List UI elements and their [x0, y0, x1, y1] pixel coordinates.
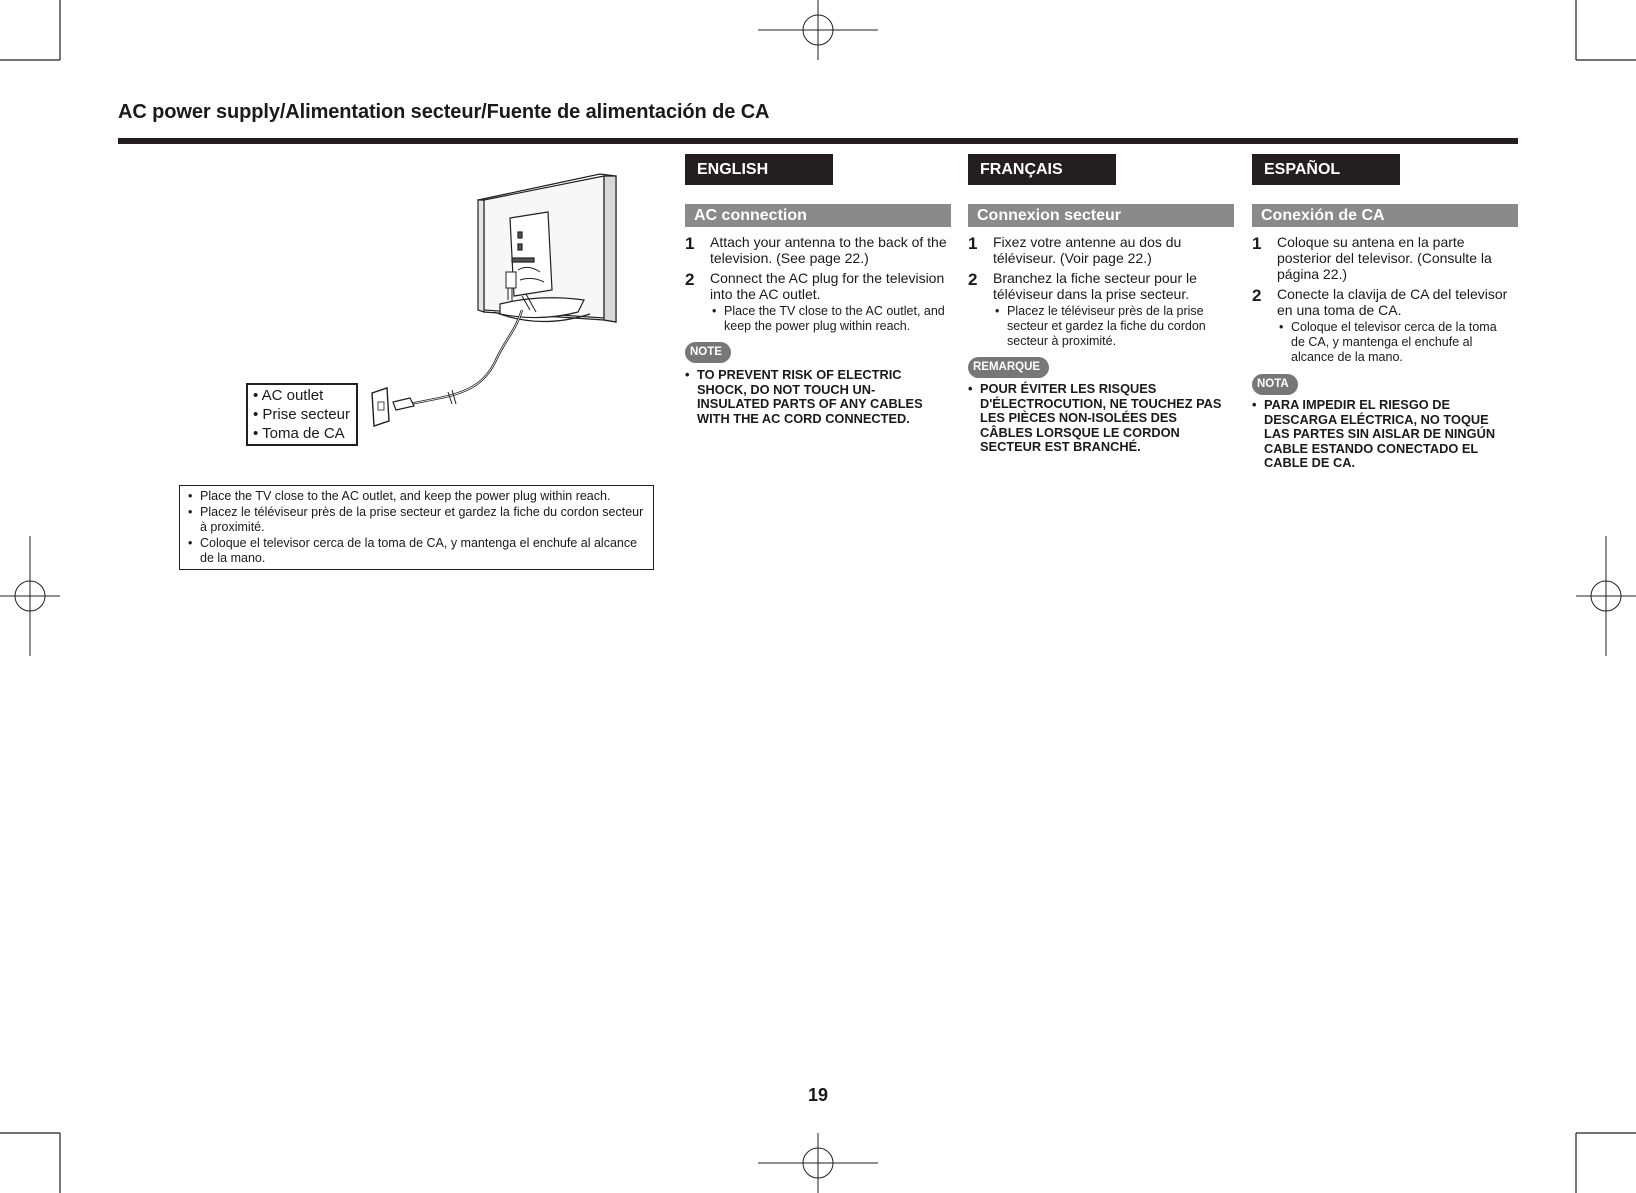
outlet-label-fr: • Prise secteur: [253, 406, 350, 423]
section-ac-connection: AC connection: [685, 204, 951, 227]
francais-warning: • POUR ÉVITER LES RISQUES D'ÉLECTROCUTION, NE TOUCHEZ PAS LES PIÈCES NON-ISOLÉES DES CÂBLES LORSQUE LE CORDON SECTEUR EST BRANCHÉ.: [968, 381, 1222, 454]
section-connexion-secteur: Connexion secteur: [968, 204, 1234, 227]
tab-english: ENGLISH: [685, 154, 833, 185]
placement-note-box: [179, 485, 654, 570]
title-rule: [118, 138, 1518, 144]
note-badge: NOTE: [685, 342, 731, 363]
english-steps: [685, 234, 953, 338]
nota-badge: NOTA: [1252, 374, 1298, 395]
registration-mark-right: [1576, 536, 1636, 656]
note-item: • Coloque el televisor cerca de la toma de CA, y mantenga el enchufe al alcance de la mano.: [188, 535, 638, 565]
tab-espanol: ESPAÑOL: [1252, 154, 1400, 185]
step-1: 1 Coloque su antena en la parte posterior del televisor. (Consulte la página 22.): [1252, 234, 1492, 282]
section-conexion-de-ca: Conexión de CA: [1252, 204, 1518, 227]
step-1: 1 Attach your antenna to the back of the television. (See page 22.): [685, 234, 947, 266]
step-1: 1 Fixez votre antenne au dos du téléviseur. (Voir page 22.): [968, 234, 1182, 266]
english-warning: • TO PREVENT RISK OF ELECTRIC SHOCK, DO NOT TOUCH UN-INSULATED PARTS OF ANY CABLES WITH THE AC CORD CONNECTED.: [685, 367, 923, 426]
outlet-label-es: • Toma de CA: [253, 425, 345, 442]
step-2: 2 Connect the AC plug for the television into the AC outlet. • Place the TV close to the AC outlet, and keep the power plug within reach.: [685, 270, 945, 333]
francais-steps: [968, 234, 1220, 353]
step-2: 2 Branchez la fiche secteur pour le téléviseur dans la prise secteur. • Placez le téléviseur près de la prise secteur et gardez la fiche du cordon secteur à proximité.: [968, 270, 1206, 348]
tab-francais: FRANÇAIS: [968, 154, 1116, 185]
note-item: • Placez le téléviseur près de la prise secteur et gardez la fiche du cordon secteur à proximité.: [188, 504, 644, 534]
tv-back-illustration: [360, 168, 620, 438]
outlet-label-box: [246, 383, 358, 446]
espanol-steps: [1252, 234, 1514, 369]
espanol-warning: • PARA IMPEDIR EL RIESGO DE DESCARGA ELÉCTRICA, NO TOQUE LAS PARTES SIN AISLAR DE NINGÚN CABLE ESTANDO CONECTADO EL CABLE DE CA.: [1252, 397, 1496, 470]
registration-mark-top: [758, 0, 878, 60]
page-number: 19: [807, 1085, 829, 1105]
registration-mark-left: [0, 536, 60, 656]
page-title: AC power supply/Alimentation secteur/Fuente de alimentación de CA: [118, 101, 770, 123]
registration-mark-bottom: [758, 1133, 878, 1193]
step-2: 2 Conecte la clavija de CA del televisor en una toma de CA. • Coloque el televisor cerca de la toma de CA, y mantenga el enchufe al alcance de la mano.: [1252, 286, 1508, 364]
note-item: • Place the TV close to the AC outlet, and keep the power plug within reach.: [188, 489, 611, 503]
remarque-badge: REMARQUE: [968, 357, 1049, 378]
outlet-label-en: • AC outlet: [253, 387, 324, 404]
